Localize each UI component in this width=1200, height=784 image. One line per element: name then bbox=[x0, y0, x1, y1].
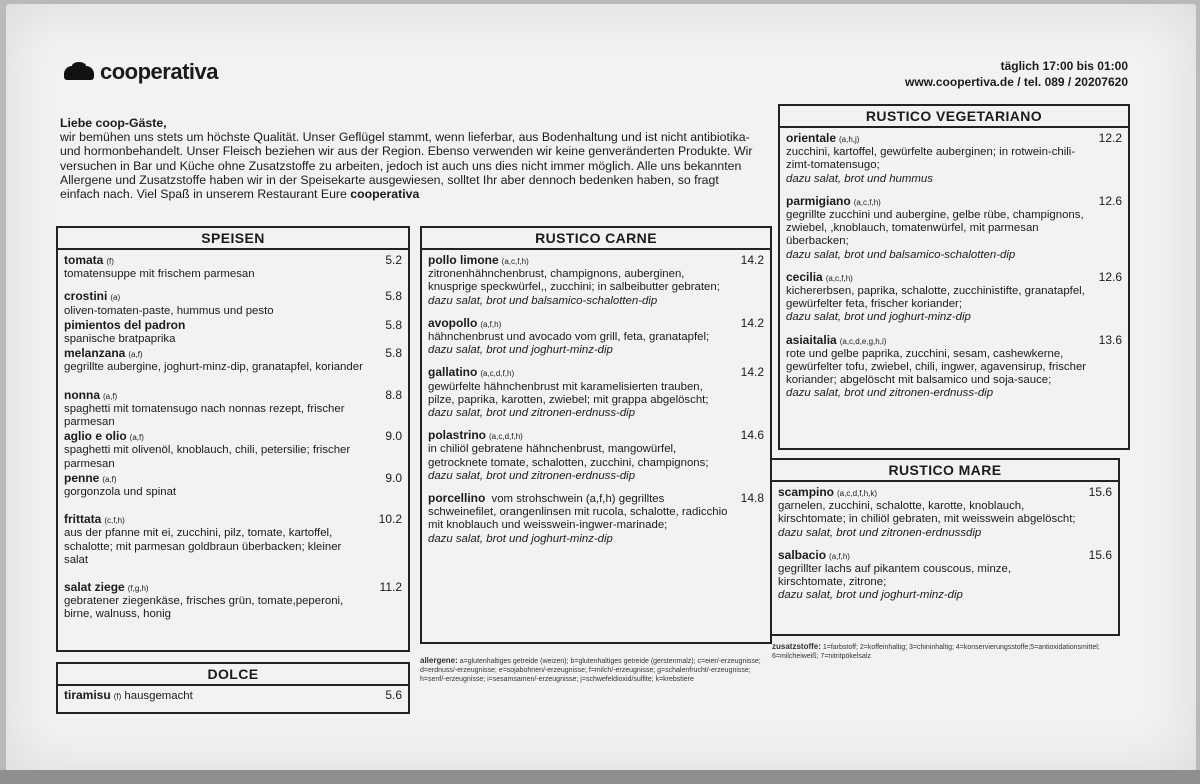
opening-hours: täglich 17:00 bis 01:00 bbox=[1000, 59, 1128, 73]
item-side: dazu salat, brot und zitronen-erdnussdip bbox=[778, 526, 982, 539]
item-price: 8.8 bbox=[385, 387, 402, 402]
item-allergens: (f) bbox=[106, 257, 114, 266]
item-description: tomatensuppe mit frischem parmesan bbox=[64, 268, 255, 281]
item-name: pollo limone bbox=[428, 253, 499, 267]
item-price: 13.6 bbox=[1098, 332, 1122, 347]
item-name: melanzana bbox=[64, 346, 126, 361]
additives-label: zusatzstoffe: bbox=[772, 642, 821, 651]
item-price: 15.6 bbox=[1088, 547, 1112, 562]
item-price: 14.2 bbox=[740, 315, 764, 330]
item-allergens: (f,g,h) bbox=[127, 584, 149, 594]
carne-section bbox=[420, 226, 772, 644]
item-description: zucchini, kartoffel, gewürfelte auberginen; in rotwein-chili-zimt-tomatensugo; bbox=[786, 146, 1076, 172]
menu-item bbox=[428, 366, 764, 420]
item-side: dazu salat, brot und joghurt-minz-dip bbox=[786, 311, 971, 324]
item-description: gegrillte aubergine, joghurt-minz-dip, granatapfel, koriander bbox=[64, 361, 363, 374]
menu-item bbox=[64, 290, 402, 317]
item-name: gallatino bbox=[428, 365, 478, 380]
speisen-section bbox=[56, 226, 410, 652]
item-price: 9.0 bbox=[385, 429, 402, 444]
item-name: nonna bbox=[64, 387, 100, 402]
section-title: RUSTICO MARE bbox=[772, 460, 1118, 482]
additives-footnote bbox=[772, 642, 1117, 661]
allergens-label: allergene: bbox=[420, 656, 458, 665]
item-allergens: (a,h,j) bbox=[839, 135, 860, 144]
item-description: hähnchenbrust und avocado vom grill, feta, granatapfel; bbox=[428, 331, 710, 344]
item-name: crostini bbox=[64, 289, 108, 304]
item-description: vom strohschwein (a,f,h) gegrilltes schweinefilet, orangenlinsen mit rucola, schalotte, radicchio mit knoblauch und weisswein-ingwer-marinade; bbox=[428, 493, 728, 532]
item-description: spanische bratpaprika bbox=[64, 333, 176, 346]
item-allergens: (a) bbox=[110, 293, 121, 303]
item-side: dazu salat, brot und hummus bbox=[786, 172, 933, 185]
item-price: 12.6 bbox=[1098, 269, 1122, 284]
item-description: in chiliöl gebratene hähnchenbrust, mangowürfel, getrocknete tomate, schalotten, zucchini, champignons; bbox=[428, 443, 709, 469]
item-side: dazu salat, brot und zitronen-erdnuss-dip bbox=[786, 387, 994, 400]
item-description: kichererbsen, paprika, schalotte, zucchinistifte, granatapfel, gewürfelter feta, frischer koriander; bbox=[786, 285, 1085, 311]
item-description: rote und gelbe paprika, zucchini, sesam, cashewkerne, gewürfelter tofu, zwiebel, chili, ingwer, agavensirup, frischer koriander; abgelöscht mit balsamico und soja-sauce; bbox=[786, 347, 1087, 387]
item-side: dazu salat, brot und zitronen-erdnuss-dip bbox=[428, 469, 636, 482]
brand-logo bbox=[64, 59, 218, 85]
menu-item bbox=[786, 195, 1122, 262]
item-description: spaghetti mit tomatensugo nach nonnas rezept, frischer parmesan bbox=[64, 402, 345, 429]
item-description: spaghetti mit olivenöl, knoblauch, chili, petersilie; frischer parmesan bbox=[64, 444, 351, 470]
allergens-footnote bbox=[420, 656, 772, 684]
intro-text bbox=[60, 116, 760, 201]
item-allergens: (a,f,h) bbox=[829, 551, 850, 561]
intro-body: wir bemühen uns stets um höchste Qualität. Unser Geflügel stammt, wenn lieferbar, aus Bodenhaltung und ist nicht antibiotika- und hormonbehandelt. Unser Fleisch beziehen wir aus der Region. Ebenso verwenden wir keine genveränderten Produkte. Wir versuchen in Bar und Küche ohne Zusatzstoffe zu arbeiten, jedoch ist auch uns dies nicht immer möglich. Alle uns bekannten Allergene und Zusatzstoffe haben wir in der Speisekarte ausgewiesen, solltet Ihr aber dennoch bedenken haben, so fragt einfach nach. Viel Spaß in unserem Restaurant Eure bbox=[60, 130, 753, 202]
item-description: zitronenhähnchenbrust, champignons, auberginen, knusprige speckwürfel,, zucchini; in salbeibutter gebraten; bbox=[428, 268, 720, 294]
intro-brand: cooperativa bbox=[350, 187, 420, 202]
item-price: 5.8 bbox=[385, 289, 402, 304]
item-name: frittata bbox=[64, 512, 102, 527]
item-allergens: (a,f) bbox=[129, 433, 144, 443]
intro-heading: Liebe coop-Gäste, bbox=[60, 116, 167, 130]
item-name: aglio e olio bbox=[64, 429, 127, 444]
item-allergens: (a,f) bbox=[103, 391, 118, 401]
item-price: 14.6 bbox=[740, 428, 764, 443]
item-allergens: (f) bbox=[113, 692, 122, 701]
item-allergens: (a,c,d,f,h) bbox=[489, 432, 523, 442]
contact-info bbox=[905, 58, 1128, 90]
item-allergens: (a,c,f,h) bbox=[853, 197, 881, 207]
item-name: tomata bbox=[64, 253, 104, 267]
menu-item bbox=[786, 334, 1122, 401]
item-name: scampino bbox=[778, 485, 835, 499]
item-description: gorgonzola und spinat bbox=[64, 486, 177, 499]
item-name: cecilia bbox=[786, 269, 823, 284]
item-allergens: (a,f) bbox=[102, 474, 117, 484]
vegetariano-section bbox=[778, 104, 1130, 450]
item-description: hausgemacht bbox=[124, 690, 193, 702]
item-name: avopollo bbox=[428, 315, 478, 330]
item-allergens: (a,c,d,e,g,h,i) bbox=[839, 336, 887, 346]
item-price: 5.6 bbox=[385, 688, 402, 702]
menu-item bbox=[786, 132, 1122, 186]
item-allergens: (a,c,d,f,h,k) bbox=[837, 489, 878, 498]
item-side: dazu salat, brot und zitronen-erdnuss-dip bbox=[428, 407, 636, 420]
menu-item bbox=[64, 389, 402, 430]
item-name: asiaitalia bbox=[786, 332, 837, 347]
menu-item bbox=[64, 430, 402, 471]
item-price: 15.6 bbox=[1088, 485, 1112, 499]
website-phone: www.coopertiva.de / tel. 089 / 20207620 bbox=[904, 75, 1128, 89]
item-price: 11.2 bbox=[379, 580, 402, 595]
item-price: 9.0 bbox=[385, 470, 402, 485]
item-side: dazu salat, brot und joghurt-minz-dip bbox=[428, 532, 613, 545]
item-description: garnelen, zucchini, schalotte, karotte, knoblauch, kirschtomate; in chiliöl gebraten, mit weisswein abgelöscht; bbox=[778, 500, 1076, 526]
menu-item bbox=[64, 254, 402, 281]
menu-item bbox=[64, 513, 402, 567]
item-price: 14.2 bbox=[740, 365, 764, 380]
item-side: dazu salat, brot und balsamico-schalotten-dip bbox=[786, 248, 1016, 261]
item-price: 14.8 bbox=[740, 491, 764, 506]
section-title: RUSTICO VEGETARIANO bbox=[780, 106, 1128, 128]
item-description: gewürfelte hähnchenbrust mit karamelisierten trauben, pilze, paprika, karotten, zwiebel; mit grappa abgelöscht; bbox=[428, 380, 709, 406]
mare-section bbox=[770, 458, 1120, 636]
section-title: RUSTICO CARNE bbox=[422, 228, 770, 250]
menu-item bbox=[64, 472, 402, 499]
item-allergens: (c,f,h) bbox=[104, 516, 125, 526]
item-price: 14.2 bbox=[740, 253, 764, 267]
menu-item bbox=[786, 271, 1122, 325]
menu-list bbox=[780, 128, 1128, 405]
item-allergens: (a,f,h) bbox=[480, 319, 502, 329]
item-name: polastrino bbox=[428, 428, 487, 443]
item-price: 5.8 bbox=[385, 346, 402, 361]
menu-item bbox=[64, 689, 402, 703]
menu-list bbox=[422, 250, 770, 550]
menu-list bbox=[58, 686, 408, 707]
menu-item bbox=[778, 549, 1112, 603]
menu-list bbox=[58, 250, 408, 626]
item-description: gebratener ziegenkäse, frisches grün, tomate,peperoni, birne, walnuss, honig bbox=[64, 595, 344, 621]
menu-item bbox=[64, 319, 402, 346]
item-name: salat ziege bbox=[64, 580, 125, 595]
item-allergens: (a,c,d,f,h) bbox=[480, 369, 515, 379]
menu-item bbox=[778, 486, 1112, 540]
item-name: tiramisu bbox=[64, 688, 111, 702]
item-price: 5.8 bbox=[385, 317, 402, 332]
menu-item bbox=[428, 317, 764, 358]
menu-list bbox=[772, 482, 1118, 607]
item-allergens: (a,f) bbox=[128, 350, 143, 360]
menu-item bbox=[428, 254, 764, 308]
section-title: SPEISEN bbox=[58, 228, 408, 250]
item-name: salbacio bbox=[778, 547, 827, 562]
item-side: dazu salat, brot und joghurt-minz-dip bbox=[428, 344, 613, 357]
item-name: porcellino bbox=[428, 491, 486, 506]
menu-item bbox=[64, 347, 402, 374]
menu-item bbox=[428, 429, 764, 483]
item-description: oliven-tomaten-paste, hummus und pesto bbox=[64, 304, 274, 317]
item-price: 12.6 bbox=[1098, 193, 1122, 208]
table-surface bbox=[0, 770, 1200, 784]
menu-item bbox=[428, 492, 764, 546]
item-description: aus der pfanne mit ei, zucchini, pilz, tomate, kartoffel, schalotte; mit parmesan goldbraun überbacken; kleiner salat bbox=[64, 527, 342, 566]
item-allergens: (a,c,f,h) bbox=[825, 273, 853, 283]
item-name: pimientos del padron bbox=[64, 317, 186, 332]
brand-name: cooperativa bbox=[100, 59, 218, 84]
item-price: 5.2 bbox=[385, 253, 402, 267]
menu-item bbox=[64, 581, 402, 622]
item-name: penne bbox=[64, 470, 100, 485]
allergens-text: a=glutenhaltiges getreide (weizen); b=glutenhaltiges getreide (gerstenmalz); c=eier/-erzeugnisse; d=erdnuss/-erzeugnisse; e=sojabohnen/-erzeugnisse; f=milch/-erzeugnisse; g=schalenfrucht/-erzeugnisse; h=senf/-erzeugnisse; i=sesamsamen/-erzeugnisse; j=schwefeldioxid/sulfite; k=krebstiere bbox=[420, 658, 761, 683]
item-name: orientale bbox=[786, 131, 837, 145]
dolce-section bbox=[56, 662, 410, 714]
item-side: dazu salat, brot und balsamico-schalotten-dip bbox=[428, 294, 658, 307]
item-description: gegrillter lachs auf pikantem couscous, minze, kirschtomate, zitrone; bbox=[778, 563, 1011, 589]
item-description: gegrillte zucchini und aubergine, gelbe rübe, champignons, zwiebel, ,knoblauch, tomatenwürfel, mit parmesan überbacken; bbox=[786, 209, 1084, 248]
logo-icon bbox=[64, 62, 98, 82]
additives-text: 1=farbstoff; 2=koffeinhaltig; 3=chininhaltig; 4=konservierungsstoffe;5=antioxidationsmittel; 6=milcheiweiß; 7=nitritpökelsalz bbox=[772, 644, 1100, 660]
item-allergens: (a,c,f,h) bbox=[501, 257, 529, 266]
section-title: DOLCE bbox=[58, 664, 408, 686]
item-side: dazu salat, brot und joghurt-minz-dip bbox=[778, 589, 963, 602]
item-price: 10.2 bbox=[378, 512, 402, 527]
item-name: parmigiano bbox=[786, 193, 851, 208]
item-price: 12.2 bbox=[1098, 131, 1122, 145]
